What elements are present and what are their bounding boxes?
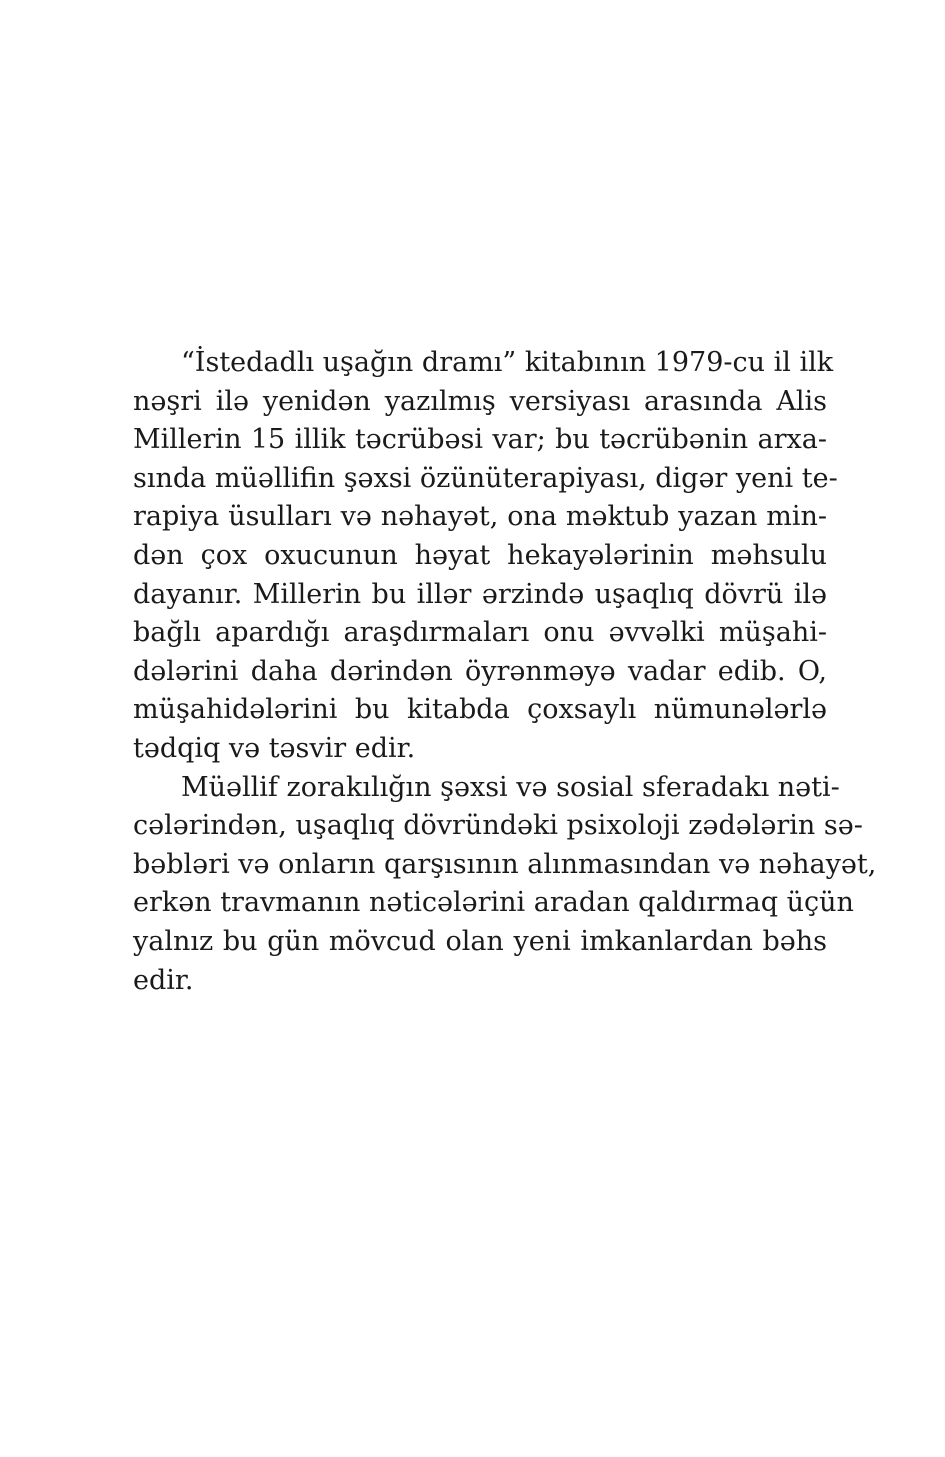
text-line: “İstedadlı uşağın dramı” kitabının 1979-cu il ilk — [181, 347, 834, 378]
paragraph-2 — [133, 769, 877, 1001]
text-line: dayanır. Millerin bu illər ərzində uşaqlıq dövrü ilə — [133, 578, 827, 610]
text-line: bəbləri və onların qarşısının alınmasından və nəhayət, — [133, 848, 877, 880]
text-line: sında müəllifin şəxsi özünüterapiyası, digər yeni te- — [133, 462, 838, 494]
text-line: müşahidələrini bu kitabda çoxsaylı nümunələrlə — [133, 694, 827, 726]
text-line: nəşri ilə yenidən yazılmış versiyası arasında Alis — [133, 385, 827, 417]
text-line: cələrindən, uşaqlıq dövründəki psixoloji zədələrin sə- — [133, 810, 863, 842]
text-line: dələrini daha dərindən öyrənməyə vadar edib. O, — [133, 655, 827, 687]
paragraph-1 — [133, 344, 838, 769]
body-text — [133, 344, 877, 1000]
text-line: tədqiq və təsvir edir. — [133, 732, 416, 764]
text-line: bağlı apardığı araşdırmaları onu əvvəlki müşahi- — [133, 617, 827, 649]
text-line: yalnız bu gün mövcud olan yeni imkanlardan bəhs — [133, 925, 827, 957]
text-line: edir. — [133, 964, 194, 996]
text-line: erkən travmanın nəticələrini aradan qaldırmaq üçün — [133, 887, 854, 919]
text-line: rapiya üsulları və nəhayət, ona məktub yazan min- — [133, 501, 827, 533]
text-line: Müəllif zorakılığın şəxsi və sosial sferadakı nəti- — [181, 771, 840, 803]
text-line: Millerin 15 illik təcrübəsi var; bu təcrübənin arxa- — [133, 424, 827, 456]
text-line: dən çox oxucunun həyat hekayələrinin məhsulu — [133, 539, 827, 571]
